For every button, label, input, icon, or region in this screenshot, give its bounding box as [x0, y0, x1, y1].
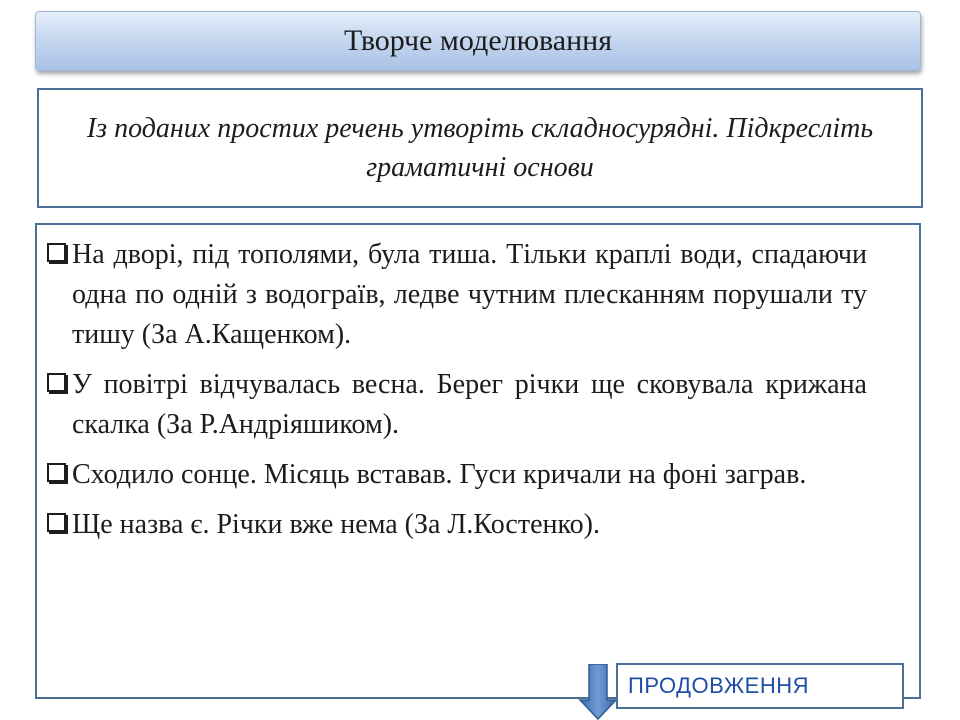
sentences-box: [35, 223, 921, 699]
list-item: [47, 505, 867, 545]
checkbox-bullet-icon: [47, 463, 66, 482]
checkbox-bullet-icon: [47, 513, 66, 532]
sentence-list: [47, 235, 867, 555]
task-instruction: Із поданих простих речень утворіть складносурядні. Підкресліть граматичні основи: [86, 113, 874, 183]
list-item: [47, 365, 867, 445]
checkbox-bullet-icon: [47, 243, 66, 262]
sentence-text: Ще назва є. Річки вже нема (За Л.Костенко).: [72, 509, 600, 540]
continue-label: ПРОДОВЖЕННЯ: [628, 673, 809, 698]
sentence-text: У повітрі відчувалась весна. Берег річки ще сковувала крижана скалка (За Р.Андріяшиком).: [72, 369, 867, 440]
checkbox-bullet-icon: [47, 373, 66, 392]
task-box: [37, 88, 923, 208]
page-title: Творче моделювання: [343, 24, 613, 57]
arrow-down-icon[interactable]: [578, 664, 618, 720]
sentence-text: На дворі, під тополями, була тиша. Тільки краплі води, спадаючи одна по одній з водограїв, ледве чутним плесканням порушали ту тишу (За А.Кащенком).: [72, 239, 867, 350]
sentence-text: Сходило сонце. Місяць вставав. Гуси кричали на фоні заграв.: [72, 459, 807, 490]
title-banner: [35, 11, 921, 71]
list-item: [47, 235, 867, 355]
continue-button[interactable]: [616, 663, 904, 709]
list-item: [47, 455, 867, 495]
